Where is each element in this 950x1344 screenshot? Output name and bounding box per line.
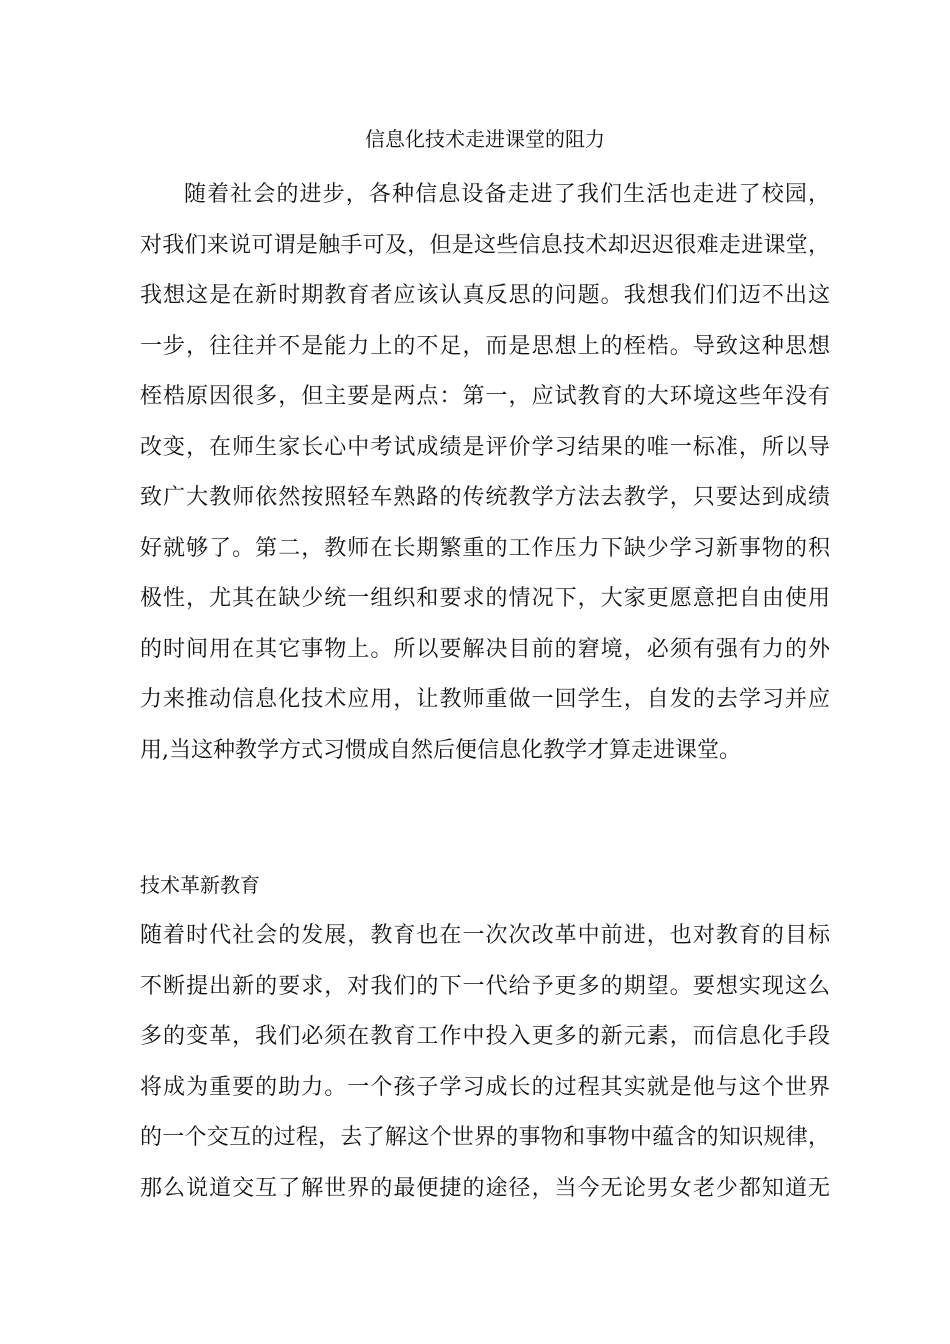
paragraph-line: 一步，往往并不是能力上的不足，而是思想上的桎梏。导致这种思想 [140, 333, 830, 359]
paragraph-line: 桎梏原因很多，但主要是两点：第一，应试教育的大环境这些年没有 [140, 384, 830, 409]
paragraph-line: 致广大教师依然按照轻车熟路的传统教学方法去教学，只要达到成绩 [140, 485, 830, 510]
paragraph-line: 的时间用在其它事物上。所以要解决目前的窘境，必须有强有力的外 [140, 636, 830, 662]
paragraph-line: 随着时代社会的发展，教育也在一次次改革中前进，也对教育的目标 [140, 923, 830, 948]
paragraph-line: 的一个交互的过程，去了解这个世界的事物和事物中蕴含的知识规律， [140, 1125, 830, 1150]
paragraph-line: 对我们来说可谓是触手可及，但是这些信息技术却迟迟很难走进课堂， [140, 232, 830, 258]
section2-heading: 技术革新教育 [140, 873, 260, 897]
paragraph-line: 改变，在师生家长心中考试成绩是评价学习结果的唯一标准，所以导 [140, 434, 830, 460]
paragraph-line: 极性，尤其在缺少统一组织和要求的情况下，大家更愿意把自由使用 [140, 586, 830, 611]
document-title: 信息化技术走进课堂的阻力 [365, 127, 605, 151]
paragraph-line: 随着社会的进步，各种信息设备走进了我们生活也走进了校园， [184, 182, 830, 207]
paragraph-line: 好就够了。第二，教师在长期繁重的工作压力下缺少学习新事物的积 [140, 535, 830, 561]
paragraph-line: 力来推动信息化技术应用，让教师重做一回学生，自发的去学习并应 [140, 687, 830, 712]
paragraph-line: 那么说道交互了解世界的最便捷的途径，当今无论男女老少都知道无 [140, 1175, 830, 1201]
paragraph-line: 我想这是在新时期教育者应该认真反思的问题。我想我们们迈不出这 [140, 283, 830, 308]
paragraph-line: 将成为重要的助力。一个孩子学习成长的过程其实就是他与这个世界 [140, 1074, 830, 1100]
section2-paragraph [140, 911, 830, 1214]
paragraph-line: 不断提出新的要求，对我们的下一代给予更多的期望。要想实现这么 [140, 973, 830, 999]
paragraph-line: 多的变革，我们必须在教育工作中投入更多的新元素，而信息化手段 [140, 1024, 830, 1049]
paragraph-line: 用,当这种教学方式习惯成自然后便信息化教学才算走进课堂。 [140, 737, 741, 763]
section1-paragraph [140, 170, 830, 776]
